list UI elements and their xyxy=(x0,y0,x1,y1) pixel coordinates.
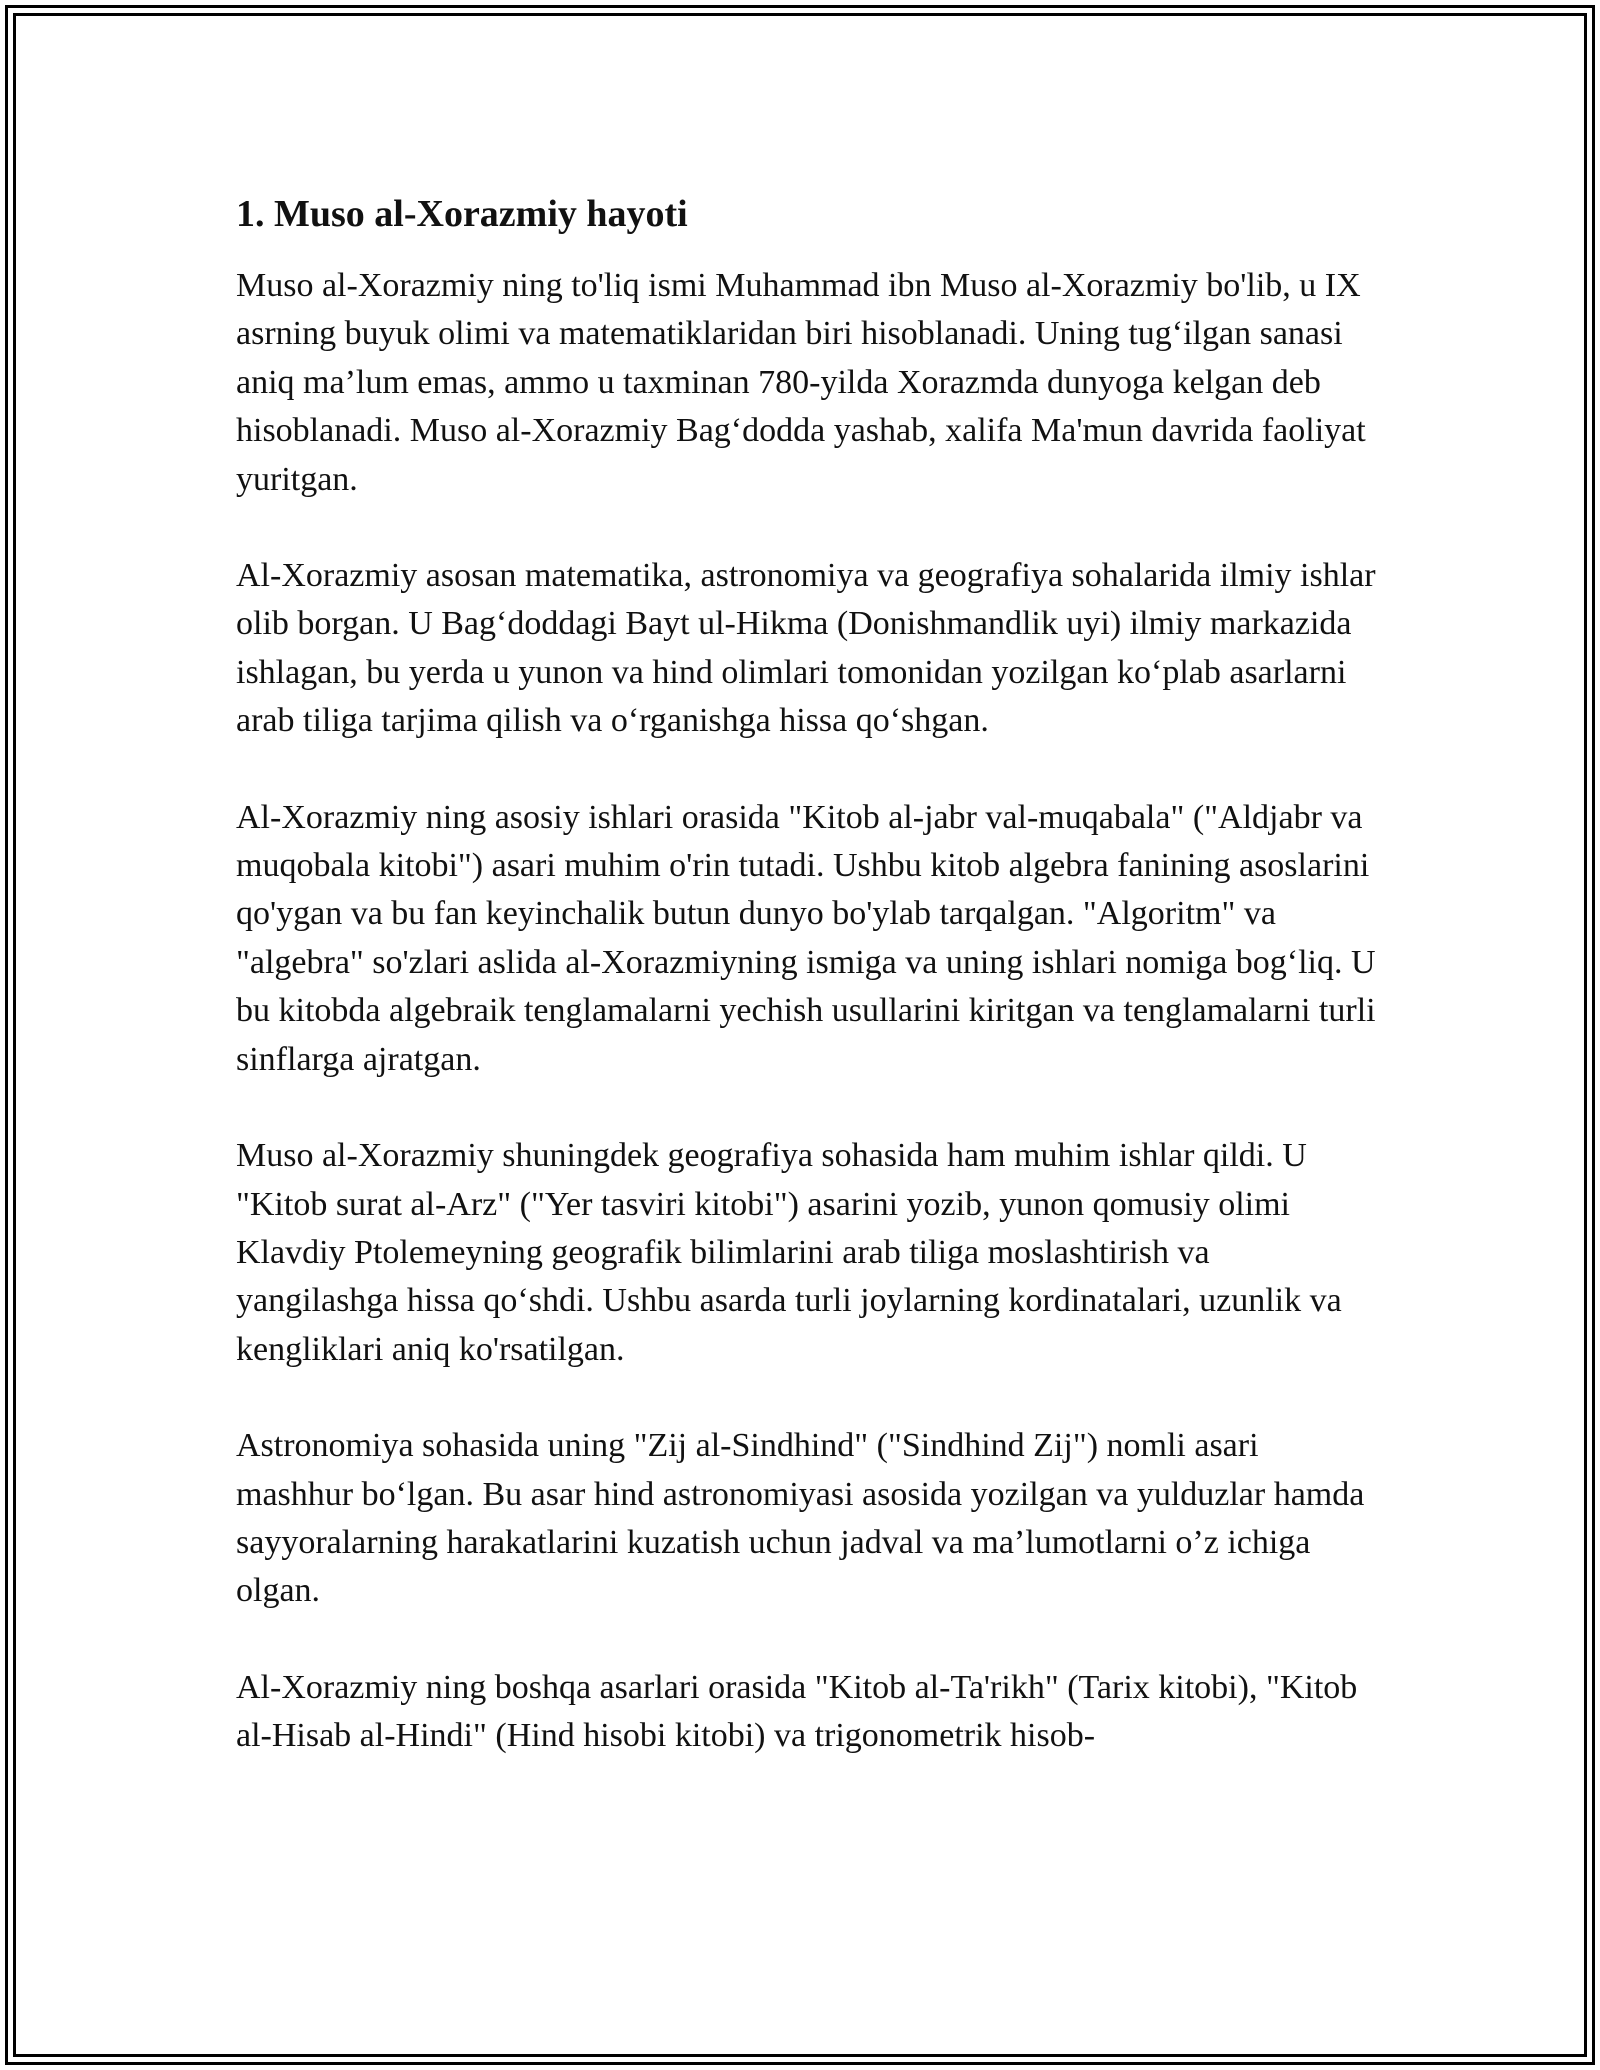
document-body xyxy=(236,186,1376,1809)
paragraph-sciences: Al-Xorazmiy asosan matematika, astronomiya va geografiya sohalarida ilmiy ishlar olib borgan. U Bag‘doddagi Bayt ul-Hikma (Donishmandlik uyi) ilmiy markazida ishlagan, bu yerda u yunon va hind olimlari tomonidan yozilgan ko‘plab asarlarni arab tiliga tarjima qilish va o‘rganishga hissa qo‘shgan. xyxy=(236,557,1376,740)
paragraph-astronomy: Astronomiya sohasida uning "Zij al-Sindhind" ("Sindhind Zij") nomli asari mashhur bo‘lgan. Bu asar hind astronomiyasi asosida yozilgan va yulduzlar hamda sayyoralarning harakatlarini kuzatish uchun jadval va ma’lumotlarni o’z ichiga olgan. xyxy=(236,1427,1365,1610)
paragraph-other-works: Al-Xorazmiy ning boshqa asarlari orasida "Kitob al-Ta'rikh" (Tarix kitobi), "Kitob al-Hisab al-Hindi" (Hind hisobi kitobi) va trigonometrik hisob- xyxy=(236,1668,1358,1755)
section-heading: 1. Muso al-Xorazmiy hayoti xyxy=(236,193,688,235)
paragraph-geography: Muso al-Xorazmiy shuningdek geografiya sohasida ham muhim ishlar qildi. U "Kitob surat al-Arz" ("Yer tasviri kitobi") asarini yozib, yunon qomusiy olimi Klavdiy Ptolemeyning geografik bilimlarini arab tiliga moslashtirish va yangilashga hissa qo‘shdi. Ushbu asarda turli joylarning kordinatalari, uzunlik va kengliklari aniq ko'rsatilgan. xyxy=(236,1137,1342,1368)
paragraph-biography: Muso al-Xorazmiy ning to'liq ismi Muhammad ibn Muso al-Xorazmiy bo'lib, u IX asrning buyuk olimi va matematiklaridan biri hisoblanadi. Uning tug‘ilgan sanasi aniq ma’lum emas, ammo u taxminan 780-yilda Xorazmda dunyoga kelgan deb hisoblanadi. Muso al-Xorazmiy Bag‘dodda yashab, xalifa Ma'mun davrida faoliyat yuritgan. xyxy=(236,267,1366,498)
paragraph-algebra: Al-Xorazmiy ning asosiy ishlari orasida "Kitob al-jabr val-muqabala" ("Aldjabr va muqobala kitobi") asari muhim o'rin tutadi. Ushbu kitob algebra fanining asoslarini qo'ygan va bu fan keyinchalik butun dunyo bo'ylab tarqalgan. "Algoritm" va "algebra" so'zlari aslida al-Xorazmiyning ismiga va uning ishlari nomiga bog‘liq. U bu kitobda algebraik tenglamalarni yechish usullarini kiritgan va tenglamalarni turli sinflarga ajratgan. xyxy=(236,798,1376,1078)
